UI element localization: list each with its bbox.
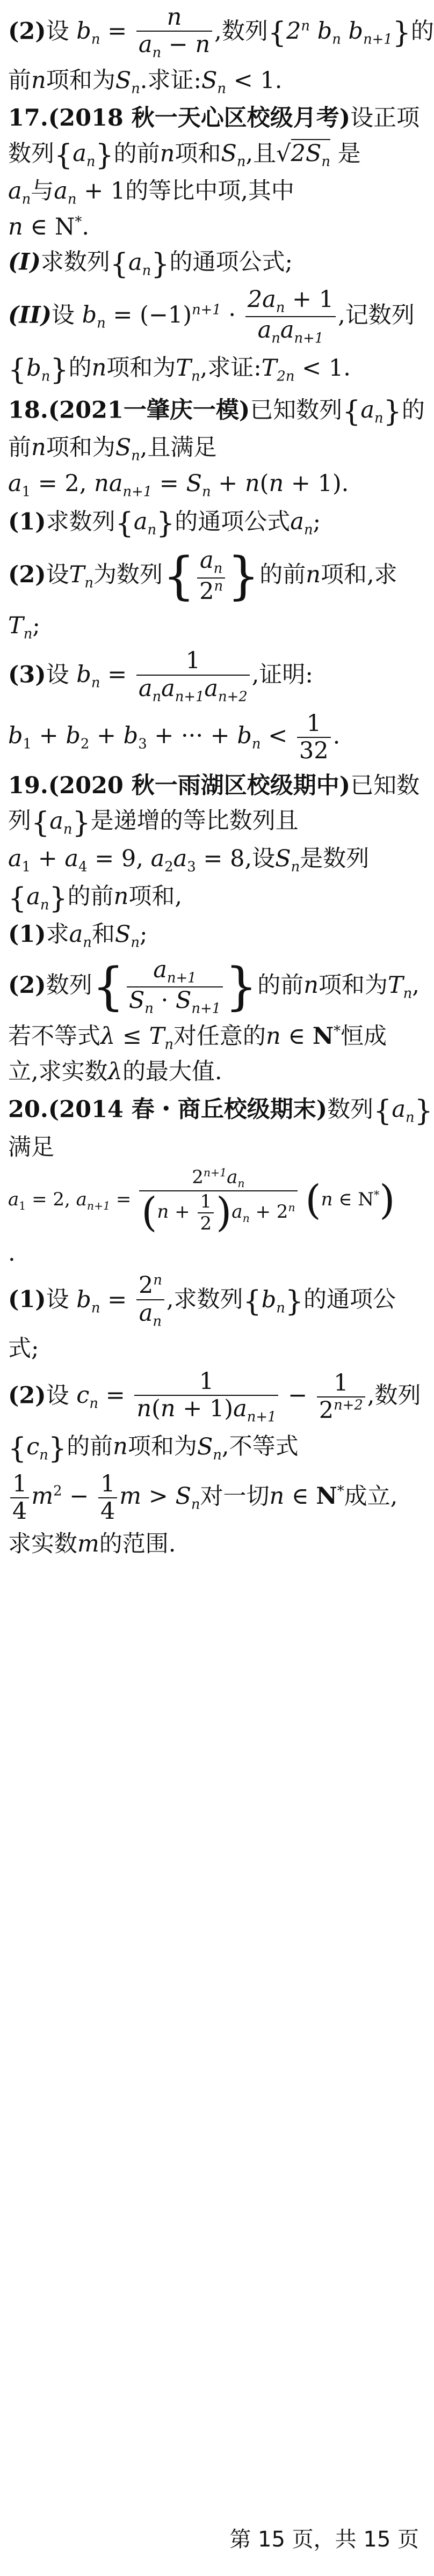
question-header: 18.(2021一肇庆一模) bbox=[8, 397, 250, 424]
question-header: 20.(2014 春・商丘校级期末) bbox=[8, 1096, 328, 1123]
question-20: 20.(2014 春・商丘校级期末)数列$\{a_n\}$ 满足 $a_1 = 2$, $a_{n+1}$ = $2^{n+1}a_n$ (n + $\frac{1}{2}$ )$a_n + 2^n$ (n ∈ N*) . (1)设 $b_n$ = $\frac{2^n}{a_n}$ ,求数列$\{b_n\}$的通项公 式; (2)设 $c_n$ = $\frac{1}{n(n + 1)a_{n+1}}$ − $\frac{1}{2^{n+2}}$ ,数列 $\{c_n\}$的前n项和为$S_n$,不等式 $\frac{1}{4}$ $m^2$ − $\frac{1}{4}$ $m > S_n$对一切n ∈ N*成立, 求实数m的范围. bbox=[8, 1094, 433, 1557]
part-label: (1) bbox=[8, 920, 46, 948]
part-label: (1) bbox=[8, 508, 46, 535]
question-18: 18.(2021一肇庆一模)已知数列$\{a_n\}$的 前n项和为$S_n$,且满足 $a_1 = 2$, $na_{n+1} = S_n + n(n + 1)$. (1)求数列$\{a_n\}$的通项公式$a_n$; (2)设$T_n$为数列{ $\frac{a_n}{2^n}$ }的前n项和,求 $T_n$; (3)设 $b_n$ = $\frac{1}{a_na_{n+1}a_{n+2}}$ ,证明: $b_1 + b_2 + b_3$ + ··· + $b_n$ < $\frac{1}{32}$ . bbox=[8, 394, 425, 765]
formula-bn-def: $b_n$ = $\frac{n}{a_n - n}$ bbox=[76, 18, 214, 45]
part-label: (3) bbox=[8, 661, 46, 689]
part-label: (2) bbox=[8, 1382, 46, 1409]
part-label: (2) bbox=[8, 18, 46, 45]
question-header: 17.(2018 秋一天心区校级月考) bbox=[8, 105, 351, 132]
question-19: 19.(2020 秋一雨湖区校级期中)已知数 列$\{a_n\}$是递增的等比数列且 $a_1 + a_4 = 9$, $a_2a_3 = 8$,设$S_n$是数列 $\{a_n\}$的前n项和, (1)求$a_n$和$S_n$; (2)数列{ $\frac{a_{n+1}}{S_n \cdot S_{n+1}}$ }的前n项和为$T_n$, 若不等式$\lambda \le T_n$对任意的n ∈ N*恒成 立,求实数λ的最大值. bbox=[8, 772, 420, 1086]
part-2-continued: (2)设 $b_n$ = $\frac{n}{a_n - n}$ ,数列{2$^n$ $b_n$ $b_{n+1}$}的 前n项和为$S_n$.求证$:S_n < 1$. bbox=[8, 4, 434, 97]
part-label: (2) bbox=[8, 972, 46, 999]
page-footer: 第 15 页，共 15 页 bbox=[229, 2527, 419, 2552]
formula-seq: {2$^n$ $b_n$ $b_{n+1}$} bbox=[267, 16, 411, 50]
question-17: 17.(2018 秋一天心区校级月考)设正项 数列$\{a_n\}$的前n项和$S_n$,且$√2S_n$ 是 $a_n$与$a_n + 1$的等比中项,其中 n ∈ N*. (I)求数列$\{a_n\}$的通项公式; (II)设 $b_n = (-1)^{n+1}$ · $\frac{2a_n + 1}{a_na_{n+1}}$ ,记数列 $\{b_n\}$的n项和为$T_n$,求证$:T_{2n} < 1$. bbox=[8, 105, 420, 386]
question-header: 19.(2020 秋一雨湖区校级期中) bbox=[8, 772, 351, 799]
part-label: (I) bbox=[8, 248, 41, 276]
content-column bbox=[8, 4, 434, 1565]
part-label: (II) bbox=[8, 302, 52, 329]
formula-recurrence: $a_1 = 2$, $a_{n+1}$ = $2^{n+1}a_n$ (n + $\frac{1}{2}$ )$a_n + 2^n$ (n ∈ N*) bbox=[8, 1166, 395, 1236]
formula-bn-17: $b_n = (-1)^{n+1}$ · $\frac{2a_n + 1}{a_na_{n+1}}$ bbox=[82, 302, 338, 328]
formula-bn-18: $b_n$ = $\frac{1}{a_na_{n+1}a_{n+2}}$ bbox=[76, 661, 251, 688]
part-label: (1) bbox=[8, 1286, 46, 1313]
part-label: (2) bbox=[8, 561, 46, 588]
